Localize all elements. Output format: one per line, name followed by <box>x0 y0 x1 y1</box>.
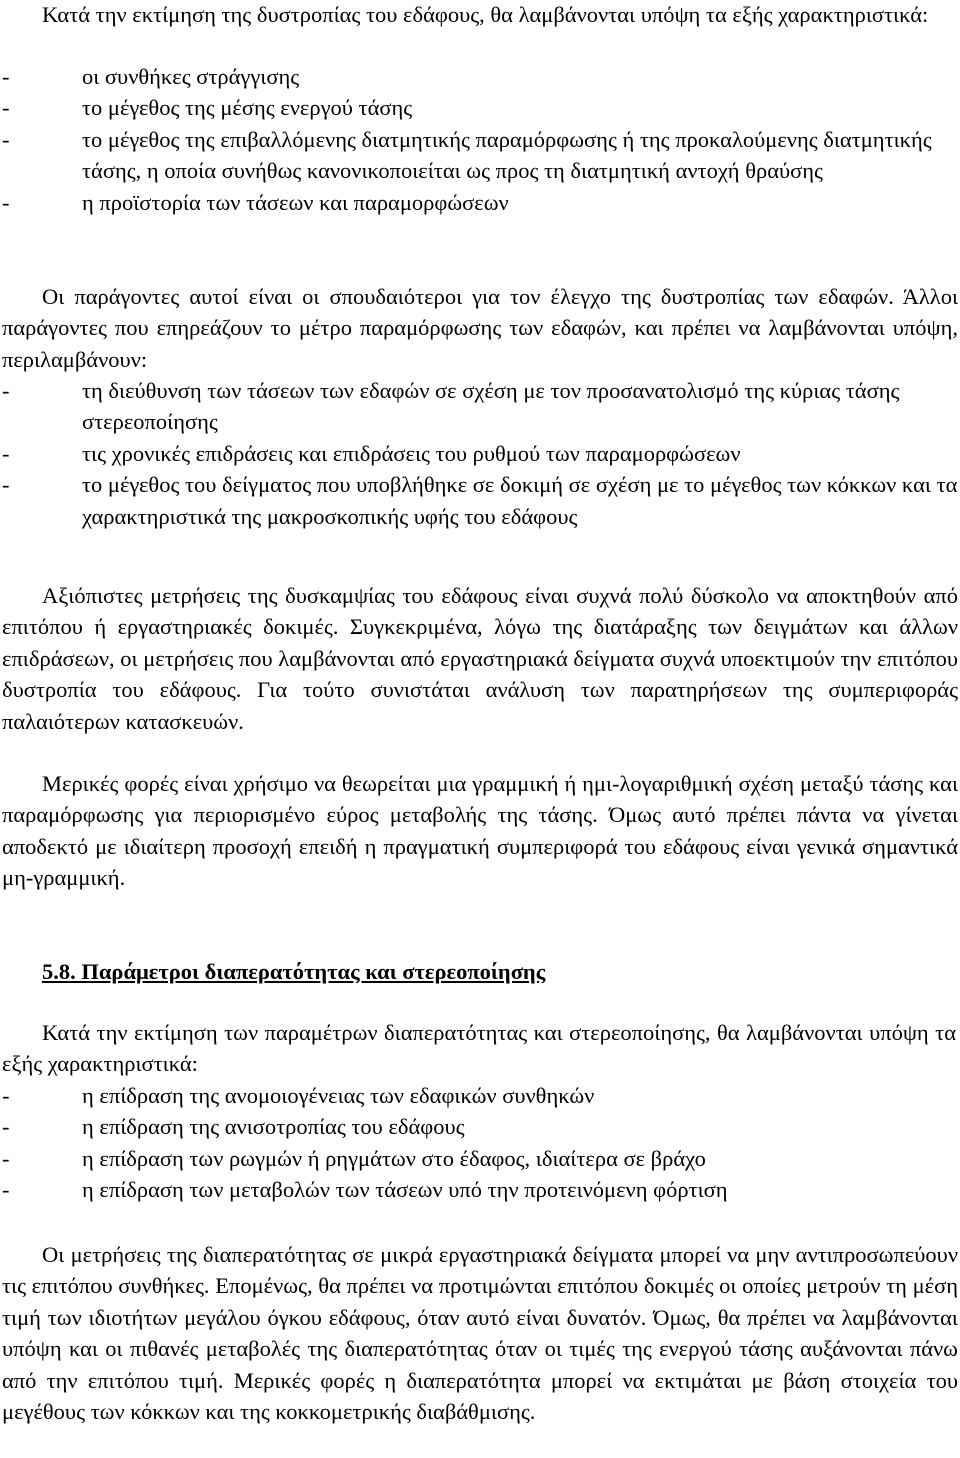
list-dash: - <box>2 126 10 152</box>
list-item: - τη διεύθυνση των τάσεων των εδαφών σε σχέση με τον προσανατολισμό της κύριας τάσης στερεοποίησης <box>2 375 958 438</box>
list-item: - η επίδραση της ανισοτροπίας του εδάφους <box>2 1111 956 1142</box>
measurements-paragraph: Οι μετρήσεις της διαπερατότητας σε μικρά εργαστηριακά δείγματα μπορεί να μην αντιπροσωπεύουν τις επιτόπου συνθήκες. Επομένως, θα πρέπει να προτιμώνται επιτόπου δοκιμές οι οποίες μετρούν τη μέση τιμή των ιδιοτήτων μεγάλου όγκου εδάφους, όταν αυτό είναι δυνατόν. Όμως, θα πρέπει να λαμβάνονται υπόψη και οι πιθανές μεταβολές της διαπερατότητας όταν οι τιμές της ενεργού τάσης αυξάνονται πάνω από την επιτόπου τιμή. Μερικές φορές η διαπερατότητα μπορεί να εκτιμάται με βάση στοιχεία του μεγέθους των κόκκων και της κοκκομετρικής διαβάθμισης. <box>2 1242 958 1425</box>
section-heading: 5.8. Παράμετροι διαπερατότητας και στερεοποίησης <box>42 959 546 984</box>
permeability-intro-paragraph: Κατά την εκτίμηση των παραμέτρων διαπερατότητας και στερεοποίησης, θα λαμβάνονται υπόψη τα εξής χαρακτηριστικά: <box>2 1020 956 1077</box>
list-item: - η προϊστορία των τάσεων και παραμορφώσεων <box>2 187 952 218</box>
list-dash: - <box>2 378 10 403</box>
list-item: - η επίδραση των μεταβολών των τάσεων υπό την προτεινόμενη φόρτιση <box>2 1174 956 1205</box>
stiffness-paragraph: Αξιόπιστες μετρήσεις της δυσκαμψίας του εδάφους είναι συχνά πολύ δύσκολο να αποκτηθούν από επιτόπου ή εργαστηριακές δοκιμές. Συγκεκριμένα, λόγω της διατάραξης των δειγμάτων και άλλων επιδράσεων, οι μετρήσεις που λαμβάνονται από εργαστηριακά δείγματα συχνά υποεκτιμούν την επιτόπου δυστροπία του εδάφους. Για τούτο συνιστάται ανάλυση των παρατηρήσεων της συμπεριφοράς παλαιότερων κατασκευών. <box>2 583 958 734</box>
list-item: - το μέγεθος της μέσης ενεργού τάσης <box>2 92 952 123</box>
factors-paragraph: Οι παράγοντες αυτοί είναι οι σπουδαιότεροι για τον έλεγχο της δυστροπίας των εδαφών. Άλλοι παράγοντες που επηρεάζουν το μέτρο παραμόρφωσης των εδαφών, και πρέπει να λαμβάνονται υπόψη, περιλαμβάνουν: <box>2 284 958 372</box>
list-item: - η επίδραση της ανομοιογένειας των εδαφικών συνθηκών <box>2 1080 956 1111</box>
list-item: - οι συνθήκες στράγγισης <box>2 61 952 92</box>
linearity-paragraph: Μερικές φορές είναι χρήσιμο να θεωρείται μια γραμμική ή ημι-λογαριθμική σχέση μεταξύ τάσης και παραμόρφωσης για περιορισμένο εύρος μεταβολής της τάσης. Όμως αυτό πρέπει πάντα να γίνεται αποδεκτό με ιδιαίτερη προσοχή επειδή η πραγματική συμπεριφορά του εδάφους είναι γενικά σημαντικά μη-γραμμική. <box>2 771 958 891</box>
list-dash: - <box>2 95 10 121</box>
list-dash: - <box>2 189 10 215</box>
permeability-list <box>2 1080 956 1206</box>
list-item: - τις χρονικές επιδράσεις και επιδράσεις του ρυθμού των παραμορφώσεων <box>2 438 958 469</box>
list-dash: - <box>2 440 10 466</box>
characteristics-list <box>2 61 952 218</box>
list-dash: - <box>2 64 10 89</box>
list-dash: - <box>2 1177 10 1203</box>
intro-paragraph: Κατά την εκτίμηση της δυστροπίας του εδάφους, θα λαμβάνονται υπόψη τα εξής χαρακτηριστικά: <box>42 2 929 27</box>
list-dash: - <box>2 1114 10 1140</box>
list-item: - το μέγεθος του δείγματος που υποβλήθηκε σε δοκιμή σε σχέση με το μέγεθος των κόκκων και τα χαρακτηριστικά της μακροσκοπικής υφής του εδάφους <box>2 469 958 532</box>
list-dash: - <box>2 472 10 498</box>
list-item: - η επίδραση των ρωγμών ή ρηγμάτων στο έδαφος, ιδιαίτερα σε βράχο <box>2 1143 956 1174</box>
list-dash: - <box>2 1145 10 1171</box>
list-dash: - <box>2 1083 10 1108</box>
list-item: - το μέγεθος της επιβαλλόμενης διατμητικής παραμόρφωσης ή της προκαλούμενης διατμητικής τάσης, η οποία συνήθως κανονικοποιείται ως προς τη διατμητική αντοχή θραύσης <box>2 124 952 187</box>
other-factors-list <box>2 375 958 532</box>
